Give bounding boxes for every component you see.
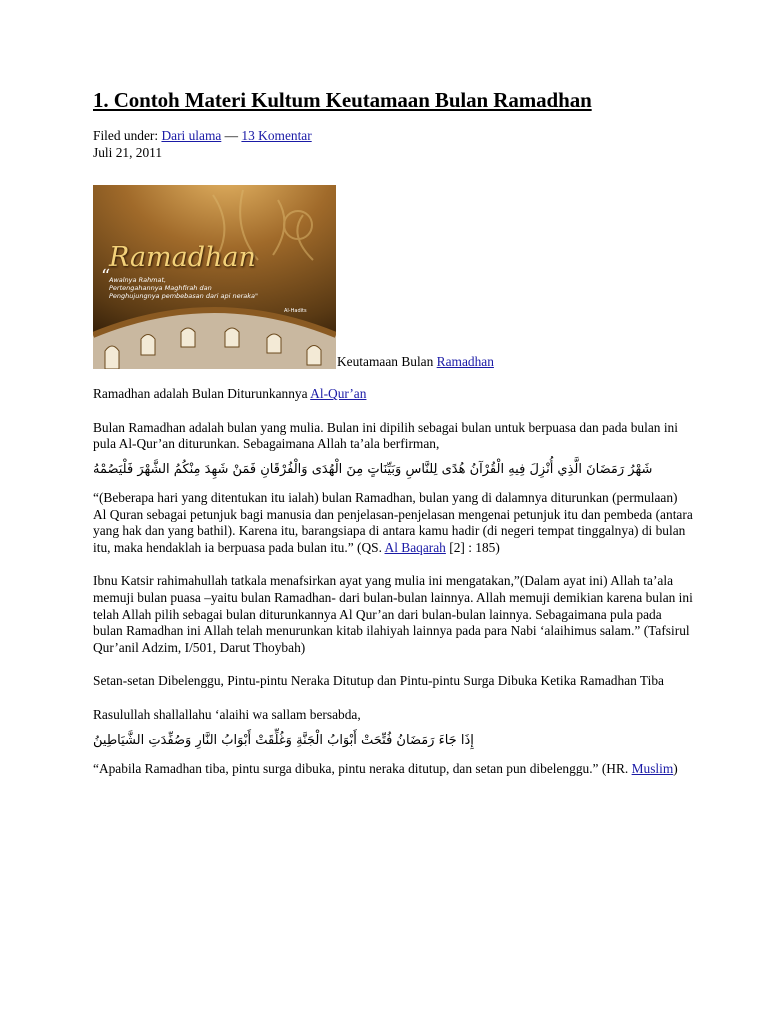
alquran-link[interactable]: Al-Qur’an bbox=[310, 386, 367, 402]
paragraph-text: “(Beberapa hari yang ditentukan itu ialah) bulan Ramadhan, bulan yang di dalamnya diturunkan (permulaan) Al Quran sebagai petunjuk bagi manusia dan penjelasan-penjelasan mengenai petunjuk itu dan pembeda (antara yang hak dan yang bathil). Karena itu, barangsiapa di antara kamu hadir (di negeri tempat tinggalnya) di bulan itu, maka hendaklah ia berpuasa pada bulan itu.” (QS. bbox=[93, 489, 693, 555]
image-quote-line: Penghujungnya pembebasan dari api neraka" bbox=[109, 292, 258, 301]
paragraph-text: Ramadhan adalah Bulan Diturunkannya bbox=[93, 386, 311, 402]
paragraph-rasulullah: Rasulullah shallallahu ‘alaihi wa sallam bersabda, bbox=[93, 706, 361, 722]
paragraph-heading-setan: Setan-setan Dibelenggu, Pintu-pintu Neraka Ditutup dan Pintu-pintu Surga Dibuka Ketika Ramadhan Tiba bbox=[93, 673, 665, 689]
paragraph-intro: Bulan Ramadhan adalah bulan yang mulia. Bulan ini dipilih sebagai bulan untuk berpuasa dan pada bulan ini pula Al-Qur’an diturunkan. Sebagaimana Allah ta’ala berfirman, bbox=[93, 419, 678, 452]
paragraph-text: [2] : 185) bbox=[445, 539, 500, 555]
image-quote-line: Awalnya Rahmat, bbox=[109, 276, 167, 285]
category-link[interactable]: Dari ulama bbox=[161, 128, 222, 143]
post-date: Juli 21, 2011 bbox=[93, 144, 163, 160]
open-quote-icon: “ bbox=[101, 266, 111, 288]
arabic-hadith: إِذَا جَاءَ رَمَضَانُ فُتِّحَتْ أَبْوَابُ الْجَنَّةِ وَغُلِّقَتْ أَبْوَابُ النَّارِ وَصُفِّدَتِ الشَّيَاطِينُ bbox=[93, 732, 474, 748]
image-caption bbox=[337, 355, 494, 369]
post-meta bbox=[93, 128, 693, 161]
ramadhan-image bbox=[93, 185, 336, 369]
filed-under-label: Filed under: bbox=[93, 128, 159, 143]
article-figure bbox=[93, 185, 693, 369]
paragraph-heading-alquran bbox=[93, 386, 693, 403]
article bbox=[93, 86, 693, 777]
paragraph-hadith-translation bbox=[93, 761, 693, 778]
image-title: Ramadhan bbox=[109, 242, 256, 274]
ramadhan-link[interactable]: Ramadhan bbox=[436, 354, 494, 370]
paragraph-text: “Apabila Ramadhan tiba, pintu surga dibuka, pintu neraka ditutup, dan setan pun dibelenggu.” (HR. bbox=[93, 760, 632, 776]
meta-separator: — bbox=[224, 128, 239, 143]
caption-text: Keutamaan Bulan bbox=[337, 354, 437, 370]
article-title: 1. Contoh Materi Kultum Keutamaan Bulan Ramadhan bbox=[93, 88, 592, 112]
image-quote-line: Pertengahannya Maghfirah dan bbox=[109, 284, 212, 293]
image-source: Al-Hadits bbox=[284, 308, 307, 315]
image-quote bbox=[109, 276, 329, 300]
paragraph-text: ) bbox=[673, 760, 678, 776]
paragraph-ibnu-katsir: Ibnu Katsir rahimahullah tatkala menafsirkan ayat yang mulia ini mengatakan,”(Dalam ayat ini) Allah ta’ala memuji bulan puasa –yaitu bulan Ramadhan- dari bulan-bulan lainnya. Allah memuji demikian karena bulan ini telah Allah pilih sebagai bulan diturunkannya Al Qur’an dari bulan-bulan lainnya. Sebagaimana pula pada bulan Ramadhan ini Allah telah menurunkan kitab ilahiyah lainnya pada para Nabi ‘alaihimus salam.” (Tafsirul Qur’anil Adzim, I/501, Darut Thoybah) bbox=[93, 573, 693, 655]
arabic-verse: شَهْرُ رَمَضَانَ الَّذِي أُنْزِلَ فِيهِ الْقُرْآنُ هُدًى لِلنَّاسِ وَبَيِّنَاتٍ مِنَ الْهُدَى وَالْفُرْقَانِ فَمَنْ شَهِدَ مِنْكُمُ الشَّهْرَ فَلْيَصُمْهُ bbox=[93, 461, 653, 477]
paragraph-translation bbox=[93, 490, 693, 556]
comments-link[interactable]: 13 Komentar bbox=[241, 128, 312, 143]
al-baqarah-link[interactable]: Al Baqarah bbox=[384, 539, 446, 555]
muslim-link[interactable]: Muslim bbox=[631, 760, 674, 776]
